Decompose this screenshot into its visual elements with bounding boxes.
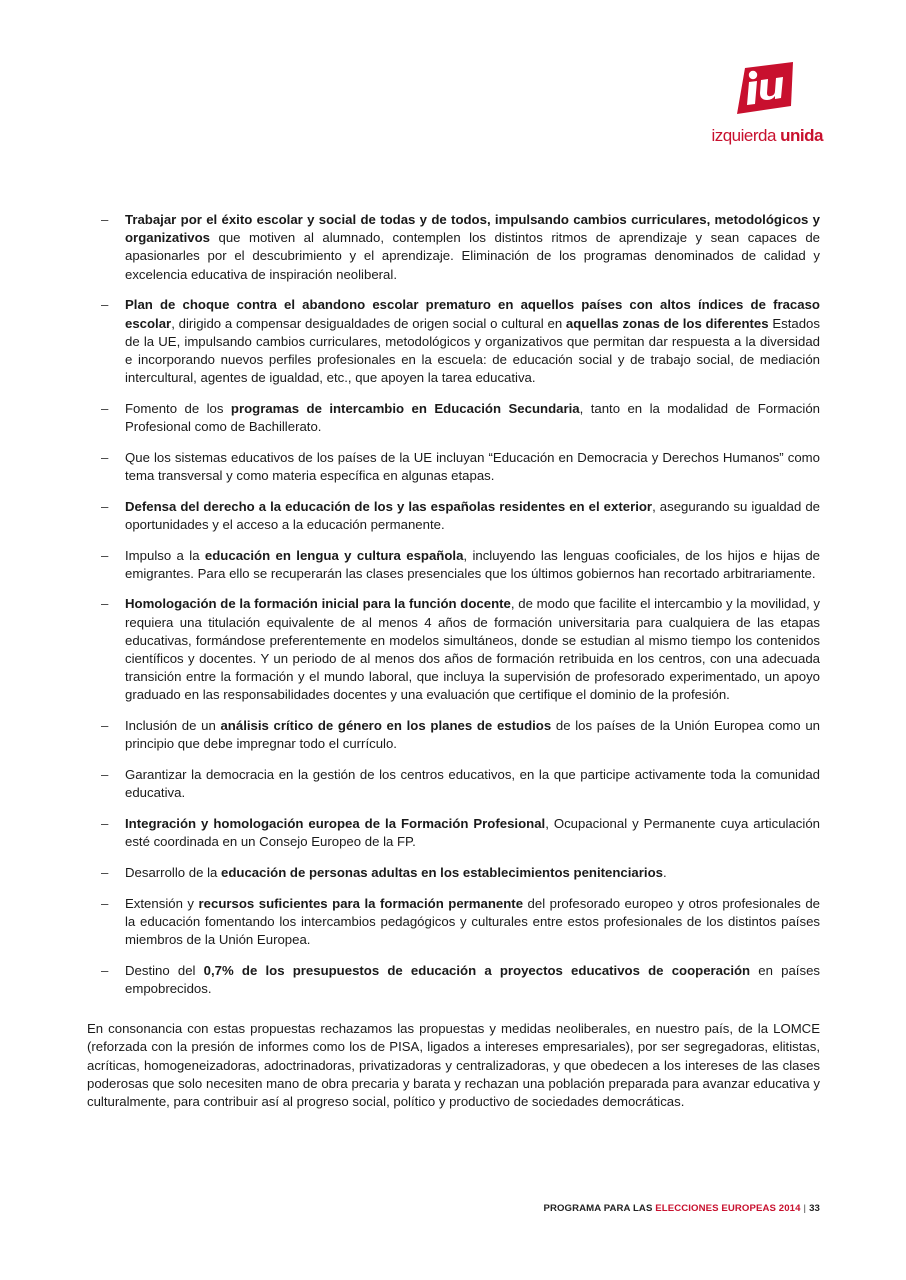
- text-segment: .: [662, 864, 667, 880]
- text-segment: , de modo que facilite el intercambio y la movilidad, y requiera una titulación equivalente de al menos 4 años de formación universitaria para cualquiera de las etapas educativas, formándose preferentemente en modelos simultáneos, donde se estudian al mismo tiempo los contenidos científicos y docentes. Y un periodo de al menos dos años de formación retribuida en los centros, con una adecuada transición entre la formación y el mundo laboral, que incluya la supervisión de profesorado experimentado, un apoyo graduado en las responsabilidades docentes y una evaluación que certifique el dominio de la profesión.: [125, 596, 821, 703]
- footer-highlight: ELECCIONES EUROPEAS 2014: [655, 1203, 801, 1214]
- list-item: [87, 962, 820, 998]
- list-dash: –: [101, 718, 109, 734]
- text-segment: Extensión y: [125, 895, 199, 911]
- bold-text: Integración y homologación europea de la Formación Profesional: [125, 815, 546, 831]
- logo-text-bold: unida: [780, 126, 823, 145]
- list-item: [87, 766, 820, 802]
- list-dash: –: [101, 596, 109, 612]
- bold-text: recursos suficientes para la formación permanente: [198, 895, 524, 911]
- bold-text: aquellas zonas de los diferentes: [565, 315, 769, 331]
- text-segment: Estados de la UE, impulsando cambios curriculares, metodológicos y organizativos que permitan dar respuesta a la diversidad e incorporando nuevos perfiles profesionales en la escuela: de educación social y de trabajo social, de mediación intercultural, agentes de igualdad, etc., que apoyen la tarea educativa.: [125, 315, 820, 386]
- text-segment: Impulso a la: [125, 547, 205, 563]
- proposal-list: [87, 211, 820, 998]
- list-item: [87, 864, 820, 882]
- list-item: [87, 815, 820, 851]
- logo-wordmark: [703, 126, 823, 146]
- list-dash: –: [101, 767, 109, 783]
- list-dash: –: [101, 297, 109, 313]
- text-segment: de los países de la Unión Europea como un principio que debe impregnar todo el currículo.: [125, 718, 820, 752]
- footer-separator: |: [803, 1203, 807, 1214]
- logo-text-regular: izquierda: [711, 126, 781, 145]
- list-item: [87, 595, 820, 704]
- text-segment: , Ocupacional y Permanente cuya articulación esté coordinada en un Consejo Europeo de la FP.: [125, 815, 820, 850]
- text-segment: que motiven al alumnado, contemplen los distintos ritmos de aprendizaje y sean capaces de apasionarles por el descubrimiento y el aprendizaje. Eliminación de los programas denominados de calidad y excelencia educativa de inspiración neoliberal.: [125, 230, 820, 282]
- bold-text: Defensa del derecho a la educación de los y las españolas residentes en el exterior: [125, 498, 653, 514]
- iu-logo-mark-icon: [733, 60, 797, 116]
- bold-text: educación en lengua y cultura española: [204, 547, 464, 563]
- bold-text: programas de intercambio en Educación Secundaria: [230, 400, 580, 416]
- list-dash: –: [101, 962, 109, 978]
- list-dash: –: [101, 547, 109, 563]
- footer-prefix: PROGRAMA PARA LAS: [543, 1203, 656, 1214]
- text-segment: Destino del: [125, 962, 204, 978]
- bold-text: Trabajar por el éxito escolar y social de todas y de todos, impulsando cambios curriculares, metodológicos y organizativos: [125, 212, 820, 246]
- page-content: [87, 211, 820, 1124]
- text-segment: Garantizar la democracia en la gestión de los centros educativos, en la que participe activamente toda la comunidad educativa.: [125, 767, 820, 801]
- list-dash: –: [101, 212, 109, 227]
- list-item: [87, 211, 820, 284]
- bold-text: 0,7% de los presupuestos de educación a proyectos educativos de cooperación: [203, 962, 751, 978]
- text-segment: Que los sistemas educativos de los países de la UE incluyan “Educación en Democracia y Derechos Humanos” como tema transversal y como materia específica en algunas etapas.: [125, 449, 820, 483]
- closing-paragraph: En consonancia con estas propuestas rechazamos las propuestas y medidas neoliberales, en nuestro país, de la LOMCE (reforzada con la presión de informes como los de PISA, ligados a intereses empresariales), por ser segregadoras, elitistas, acríticas, homogeneizadoras, adoctrinadoras, privatizadoras y centralizadoras, y que obedecen a los intereses de las clases poderosas que solo necesiten mano de obra precaria y barata y rechazan una población preparada para avanzar educativa y culturalmente, para contribuir así al progreso social, político y productivo de sociedades democráticas.: [87, 1021, 820, 1109]
- list-dash: –: [101, 864, 109, 880]
- list-dash: –: [101, 498, 109, 514]
- list-dash: –: [101, 400, 109, 416]
- list-dash: –: [101, 895, 109, 911]
- izquierda-unida-logo: [703, 58, 823, 148]
- text-segment: Desarrollo de la: [125, 864, 222, 880]
- bold-text: análisis crítico de género en los planes de estudios: [220, 718, 552, 734]
- text-segment: Inclusión de un: [125, 718, 221, 734]
- list-item: [87, 400, 820, 436]
- text-segment: , dirigido a compensar desigualdades de origen social o cultural en: [171, 315, 566, 331]
- page-number: 33: [809, 1203, 820, 1214]
- list-dash: –: [101, 449, 109, 465]
- list-item: [87, 547, 820, 583]
- text-segment: , tanto en la modalidad de Formación Profesional como de Bachillerato.: [125, 400, 820, 435]
- text-segment: en países empobrecidos.: [125, 962, 820, 996]
- bold-text: educación de personas adultas en los establecimientos penitenciarios: [221, 864, 663, 880]
- text-segment: , incluyendo las lenguas cooficiales, de los hijos e hijas de emigrantes. Para ello se recuperarán las clases presenciales que los últimos gobiernos han recortado arbitrariamente.: [125, 547, 820, 581]
- list-item: [87, 895, 820, 950]
- text-segment: Fomento de los: [125, 400, 231, 416]
- list-item: [87, 498, 820, 534]
- bold-text: Homologación de la formación inicial para la función docente: [125, 596, 511, 612]
- list-item: [87, 296, 820, 387]
- list-item: [87, 717, 820, 753]
- text-segment: del profesorado europeo y otros profesionales de la educación fomentando los intercambios pedagógicos y culturales entre estos profesionales de los distintos países miembros de la Unión Europea.: [125, 895, 821, 947]
- text-segment: , asegurando su igualdad de oportunidades y el acceso a la educación permanente.: [125, 498, 820, 532]
- list-dash: –: [101, 815, 109, 831]
- page-footer: [543, 1203, 820, 1214]
- list-item: [87, 449, 820, 485]
- bold-text: Plan de choque contra el abandono escolar prematuro en aquellos países con altos índices de fracaso escolar: [125, 297, 820, 331]
